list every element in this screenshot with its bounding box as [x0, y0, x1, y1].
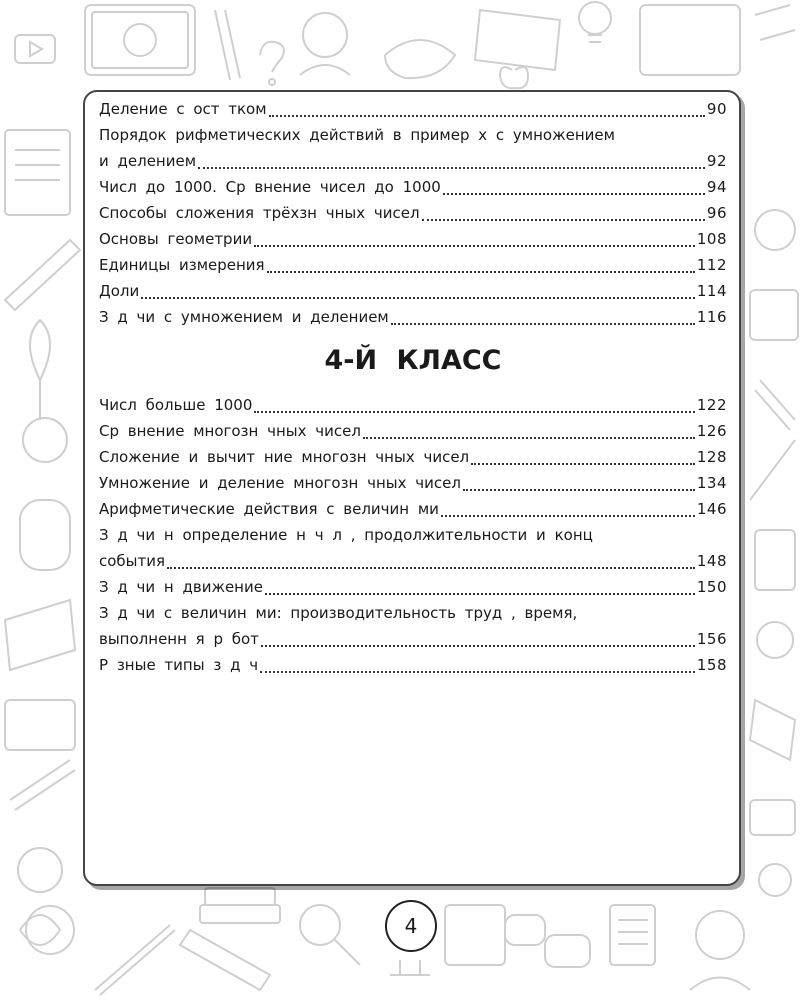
pencil-doodle [750, 440, 795, 500]
toc-entry[interactable] [99, 652, 727, 678]
toc-entry[interactable] [99, 574, 727, 600]
toc-entry-page: 108 [696, 230, 727, 248]
speech-bubble-doodle [505, 915, 545, 945]
toc-entry-page: 158 [696, 656, 727, 674]
toc-entry-page: 146 [696, 500, 727, 518]
toc-entry-line1: Порядок рифметических действий в пример х с умножением [99, 126, 615, 144]
dot-leader [422, 205, 705, 221]
table-of-contents [99, 96, 727, 678]
dot-leader [198, 153, 705, 169]
person-doodle [303, 13, 347, 57]
laptop-doodle [85, 5, 195, 75]
toc-entry[interactable] [99, 548, 727, 574]
toc-entry-page: 92 [706, 152, 727, 170]
dot-leader [261, 631, 695, 647]
contents-panel [83, 90, 741, 886]
toc-entry-title: Основы геометрии [99, 230, 253, 248]
toc-entry-page: 112 [696, 256, 727, 274]
toc-entry-page: 150 [696, 578, 727, 596]
toc-entry[interactable] [99, 226, 727, 252]
toc-entry-page: 134 [696, 474, 727, 492]
toc-entry-page: 148 [696, 552, 727, 570]
toc-entry[interactable] [99, 418, 727, 444]
toc-entry-title: Единицы измерения [99, 256, 265, 274]
toc-entry-title: Умножение и деление многозн чных чисел [99, 474, 461, 492]
dot-leader [269, 101, 705, 117]
dot-leader [254, 231, 695, 247]
toc-entry-title: Арифметические действия с величин ми [99, 500, 439, 518]
dot-leader [363, 423, 695, 439]
notebook-doodle [5, 130, 70, 215]
toc-entry-page: 116 [696, 308, 727, 326]
lightbulb-doodle [579, 2, 611, 34]
question-mark-doodle [260, 42, 284, 72]
dot-leader [441, 501, 695, 517]
pencil-doodle [10, 760, 75, 810]
toc-entry[interactable] [99, 252, 727, 278]
toc-entry[interactable] [99, 470, 727, 496]
person-doodle [696, 911, 744, 959]
laptop-doodle [5, 700, 75, 750]
toc-entry[interactable] [99, 626, 727, 652]
books-doodle [200, 905, 280, 923]
cat-doodle [385, 40, 455, 78]
toc-entry[interactable] [99, 200, 727, 226]
dot-leader [141, 283, 695, 299]
toc-entry-title: Числ больше 1000 [99, 396, 253, 414]
person-doodle [26, 906, 74, 954]
toc-entry-title: выполненн я р бот [99, 630, 259, 648]
person-doodle [23, 418, 67, 462]
dot-leader [265, 579, 695, 595]
toc-entry-page: 122 [696, 396, 727, 414]
toc-entry[interactable] [99, 444, 727, 470]
dot-leader [463, 475, 695, 491]
notepad-doodle [610, 905, 655, 965]
toc-entry-page: 128 [696, 448, 727, 466]
laptop-doodle [640, 5, 740, 75]
section-heading: 4-Й КЛАСС [324, 345, 502, 376]
toc-entry-line1: З д чи с величин ми: производительность труд , время, [99, 604, 578, 622]
toc-entry-title: Деление с ост тком [99, 100, 267, 118]
toc-entry[interactable] [99, 148, 727, 174]
toc-entry[interactable] [99, 174, 727, 200]
toc-entry-title: Ср внение многозн чных чисел [99, 422, 361, 440]
plant-doodle [30, 320, 50, 420]
ruler-doodle [5, 240, 80, 310]
toc-entry-title: З д чи н движение [99, 578, 263, 596]
toc-entry-page: 94 [706, 178, 727, 196]
apple-doodle [500, 67, 528, 88]
laptop-doodle [445, 905, 505, 965]
toc-entry-page: 114 [696, 282, 727, 300]
book-doodle [475, 10, 560, 70]
toc-entry-page: 96 [706, 204, 727, 222]
person-doodle [755, 210, 795, 250]
dot-leader [391, 309, 695, 325]
dot-leader [267, 257, 695, 273]
toc-entry-title: З д чи с умножением и делением [99, 308, 389, 326]
book-doodle [5, 600, 75, 670]
toc-entry-title: и делением [99, 152, 197, 170]
toc-entry-title: Р зные типы з д ч [99, 656, 259, 674]
toc-entry[interactable] [99, 496, 727, 522]
video-icon-doodle [15, 35, 55, 63]
pencil-doodle [95, 925, 175, 995]
dot-leader [471, 449, 695, 465]
toc-entry-title: Способы сложения трёхзн чных чисел [99, 204, 420, 222]
toc-entry-title: события [99, 552, 166, 570]
toc-entry-title: Числ до 1000. Ср внение чисел до 1000 [99, 178, 441, 196]
toc-entry[interactable] [99, 96, 727, 122]
dot-leader [254, 397, 694, 413]
trophy-doodle [390, 960, 430, 975]
dot-leader [443, 179, 705, 195]
toc-entry-page: 126 [696, 422, 727, 440]
dot-leader [167, 553, 695, 569]
diploma-doodle [180, 930, 270, 990]
toc-entry-page: 90 [706, 100, 727, 118]
toc-entry[interactable] [99, 392, 727, 418]
toc-entry-page: 156 [696, 630, 727, 648]
magnifier-doodle [300, 905, 340, 945]
person-doodle [124, 24, 156, 56]
toc-entry[interactable] [99, 278, 727, 304]
laptop-doodle [750, 290, 798, 340]
dot-leader [260, 657, 695, 673]
toc-entry-title: Доли [99, 282, 140, 300]
page-number: 4 [385, 900, 437, 952]
toc-entry-title: Сложение и вычит ние многозн чных чисел [99, 448, 470, 466]
toc-entry-line1: З д чи н определение н ч л , продолжительности и конц [99, 526, 593, 544]
pencil-doodle [215, 10, 240, 80]
toc-entry[interactable] [99, 304, 727, 330]
